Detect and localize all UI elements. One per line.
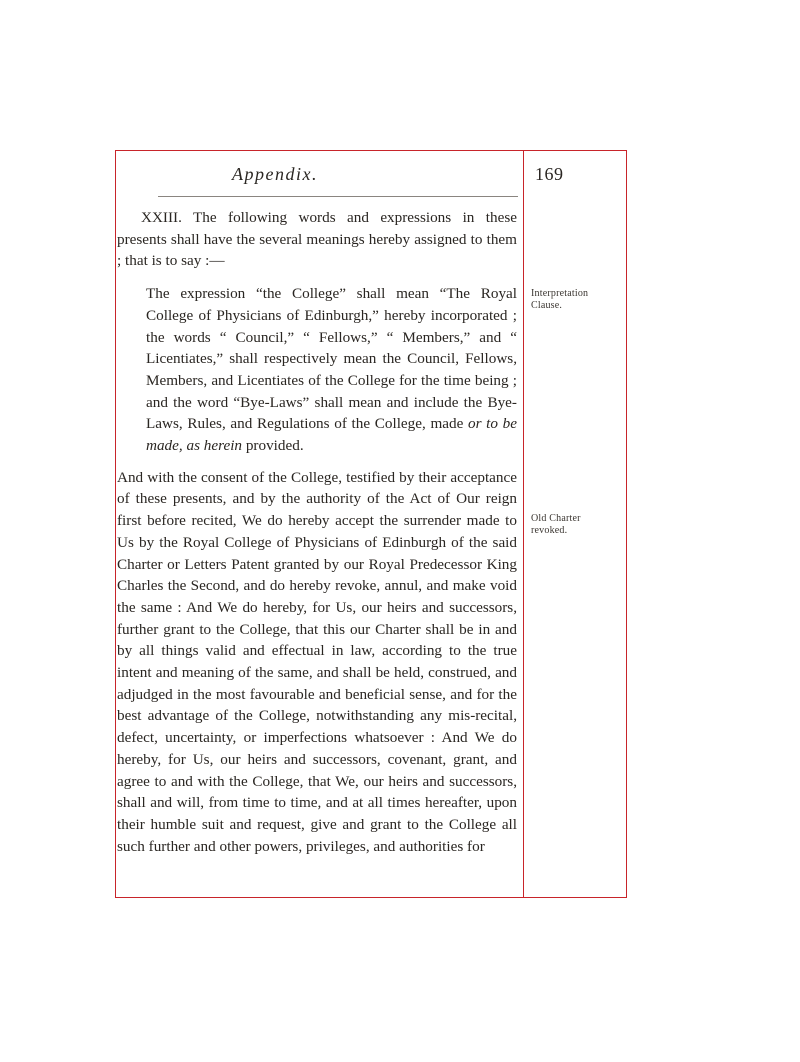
section-opening-paragraph: XXIII. The following words and expressions in these presents shall have the several meanings hereby assigned to them ; that is to say :—	[117, 209, 517, 270]
margin-column-rule	[523, 150, 524, 898]
running-head-title: Appendix.	[232, 164, 318, 184]
definition-text-2: provided.	[242, 437, 304, 455]
margin-note-interpretation: Interpretation Clause.	[531, 288, 589, 311]
main-text-block	[117, 207, 517, 857]
page-number: 169	[535, 164, 564, 184]
charter-paragraph: And with the consent of the College, testified by their acceptance of these presents, and by the authority of the Act of Our reign first before recited, We do hereby accept the surrender made to Us by the Royal College of Physicians of Edinburgh of the said Charter or Letters Patent granted by our Royal Predecessor King Charles the Second, and do hereby revoke, annul, and make void the same : And We do hereby, for Us, our heirs and successors, further grant to the College, that this our Charter shall be in and by all things valid and effectual in law, according to the true intent and meaning of the same, and shall be held, construed, and adjudged in the most favourable and beneficial sense, and for the best advantage of the College, notwithstanding any mis-recital, defect, uncertainty, or imperfections whatsoever : And We do hereby, for Us, our heirs and successors, covenant, grant, and agree to and with the College, that We, our heirs and successors, shall and will, from time to time, and at all times hereafter, upon their humble suit and request, give and grant to the College all such further and other powers, privileges, and authorities for	[117, 468, 517, 855]
definition-italic-text: or to be made, as herein	[146, 415, 517, 455]
definition-paragraph	[117, 283, 517, 457]
margin-note-old-charter: Old Charter revoked.	[531, 513, 581, 536]
definition-text-1: The expression “the College” shall mean “The Royal College of Physicians of Edinburgh,” hereby incorporated ; the words “ Council,” “ Fellows,” “ Members,” and “ Licentiates,” shall respectively mean the Council, Fellows, Members, and Licentiates of the College for the time being ; and the word “Bye-Laws” shall mean and include the Bye-Laws, Rules, and Regulations of the College, made	[146, 285, 517, 433]
header-rule	[158, 196, 518, 197]
